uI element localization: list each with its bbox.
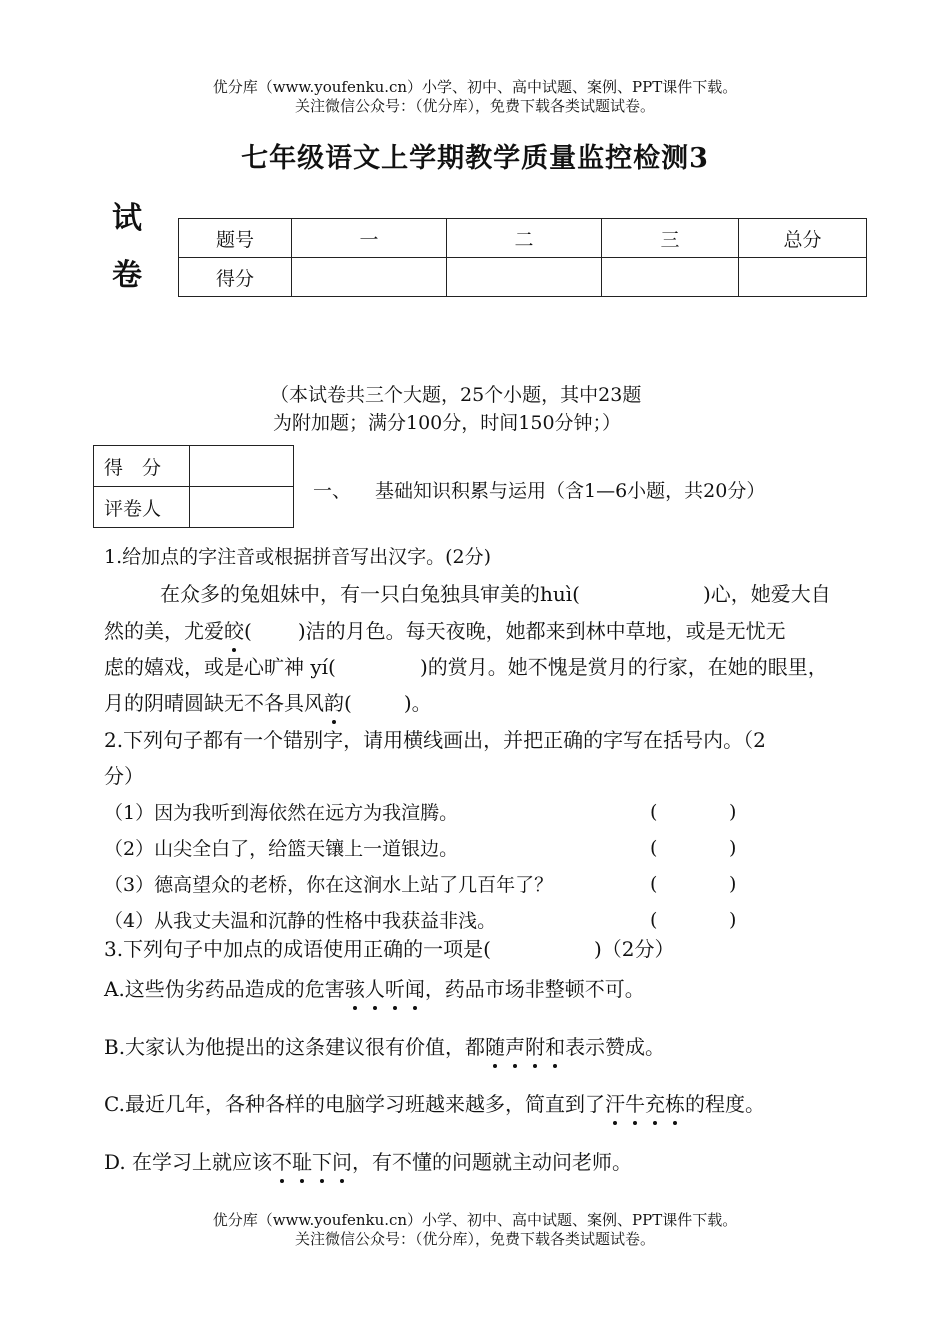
- q1-stem: 1.给加点的字注音或根据拼音写出汉字。(2分): [104, 546, 492, 568]
- score-header-cell: 三: [602, 219, 739, 258]
- q3-stem-b: )（2分）: [594, 937, 675, 961]
- score-header-cell: 题号: [179, 219, 292, 258]
- q3-option-d: D. 在学习上就应该不耻下问，有不懂的问题就主动问老师。: [104, 1150, 633, 1174]
- q2-item-2: （2）山尖全白了，给篮天镶上一道银边。: [104, 838, 459, 860]
- dotted-char: 汗: [604, 1092, 625, 1116]
- side-title-char-1: 试: [112, 201, 142, 236]
- q3-option-a: A.这些伪劣药品造成的危害骇人听闻，药品市场非整顿不可。: [104, 977, 645, 1001]
- score-input-cell[interactable]: [447, 258, 602, 297]
- dotted-char: 附: [525, 1035, 546, 1059]
- q3-stem-a: 3.下列句子中加点的成语使用正确的一项是(: [104, 937, 491, 961]
- score-input-cell[interactable]: [292, 258, 447, 297]
- side-title-char-2: 卷: [112, 258, 142, 293]
- dotted-char: 充: [644, 1092, 665, 1116]
- q1-line-3a: 虑的嬉戏，或是心旷神 yí(: [104, 655, 336, 679]
- dotted-char: 随: [485, 1035, 506, 1059]
- grader-name-input[interactable]: [190, 487, 294, 528]
- grader-table: [93, 445, 294, 528]
- answer-paren-open: (: [650, 801, 658, 823]
- q1-line-4: 月的阴晴圆缺无不各具风韵( )。: [104, 691, 432, 715]
- score-header-cell: 一: [292, 219, 447, 258]
- dotted-char: 耻: [292, 1150, 313, 1174]
- q1-line-1b: )心，她爱大自: [703, 582, 831, 606]
- answer-paren-close: ): [729, 801, 737, 823]
- score-header-cell: 二: [447, 219, 602, 258]
- score-input-cell[interactable]: [602, 258, 739, 297]
- answer-paren-close: ): [729, 837, 737, 859]
- q2-item-3: （3）德高望众的老桥，你在这涧水上站了几百年了？: [104, 874, 554, 896]
- score-label-cell: 得分: [179, 258, 292, 297]
- dotted-char: 不: [272, 1150, 293, 1174]
- answer-paren-open: (: [650, 873, 658, 895]
- dotted-char: 骇: [344, 977, 365, 1001]
- section-1-title: 基础知识积累与运用（含1—6小题，共20分）: [375, 480, 766, 502]
- page-title: 七年级语文上学期教学质量监控检测3: [241, 143, 709, 174]
- score-table-value-row: [179, 258, 867, 297]
- grader-score-label: 得 分: [94, 446, 190, 487]
- dotted-char: 和: [545, 1035, 566, 1059]
- dotted-char: 问: [332, 1150, 353, 1174]
- q2-item-1: （1）因为我听到海依然在远方为我渲腾。: [104, 802, 459, 824]
- q1-line-3b: )的赏月。她不愧是赏月的行家，在她的眼里，: [420, 655, 828, 679]
- q3-option-c: C.最近几年，各种各样的电脑学习班越来越多，简直到了汗牛充栋的程度。: [104, 1092, 765, 1116]
- dotted-char: 人: [364, 977, 385, 1001]
- header-line-2: 关注微信公众号：（优分库），免费下载各类试题试卷。: [294, 97, 655, 115]
- dotted-char: 皎: [224, 619, 244, 643]
- dotted-char: 栋: [664, 1092, 685, 1116]
- q3-option-b: B.大家认为他提出的这条建议很有价值，都随声附和表示赞成。: [104, 1035, 666, 1059]
- grader-name-label: 评卷人: [94, 487, 190, 528]
- q1-line-1a: 在众多的兔姐妹中，有一只白兔独具审美的huì(: [160, 582, 580, 606]
- footer-line-1: 优分库（www.youfenku.cn）小学、初中、高中试题、案例、PPT课件下载。: [212, 1211, 738, 1229]
- dotted-char: 声: [505, 1035, 526, 1059]
- q2-stem-1: 2.下列句子都有一个错别字，请用横线画出，并把正确的字写在括号内。（2: [104, 728, 766, 752]
- dotted-char: 牛: [624, 1092, 645, 1116]
- score-input-cell[interactable]: [739, 258, 867, 297]
- q2-stem-2: 分）: [104, 764, 144, 788]
- dotted-char: 闻: [404, 977, 425, 1001]
- notice-line-2: 为附加题；满分100分，时间150分钟；）: [273, 412, 622, 434]
- dotted-char: 听: [384, 977, 405, 1001]
- dotted-char: 下: [312, 1150, 333, 1174]
- section-1-number: 一、: [313, 480, 352, 502]
- answer-paren-open: (: [650, 909, 658, 931]
- score-header-cell: 总分: [739, 219, 867, 258]
- answer-paren-close: ): [729, 909, 737, 931]
- score-table-header-row: [179, 219, 867, 258]
- footer-line-2: 关注微信公众号：（优分库），免费下载各类试题试卷。: [294, 1230, 655, 1248]
- dotted-char: 韵: [324, 691, 344, 715]
- answer-paren-open: (: [650, 837, 658, 859]
- notice-line-1: （本试卷共三个大题，25个小题，其中23题: [270, 384, 642, 406]
- score-table: [178, 218, 867, 297]
- q1-line-2: 然的美，尤爱皎( )洁的月色。每天夜晚，她都来到林中草地，或是无忧无: [104, 619, 786, 643]
- answer-paren-close: ): [729, 873, 737, 895]
- grader-score-input[interactable]: [190, 446, 294, 487]
- header-line-1: 优分库（www.youfenku.cn）小学、初中、高中试题、案例、PPT课件下载。: [212, 78, 738, 96]
- q2-item-4: （4）从我丈夫温和沉静的性格中我获益非浅。: [104, 910, 497, 932]
